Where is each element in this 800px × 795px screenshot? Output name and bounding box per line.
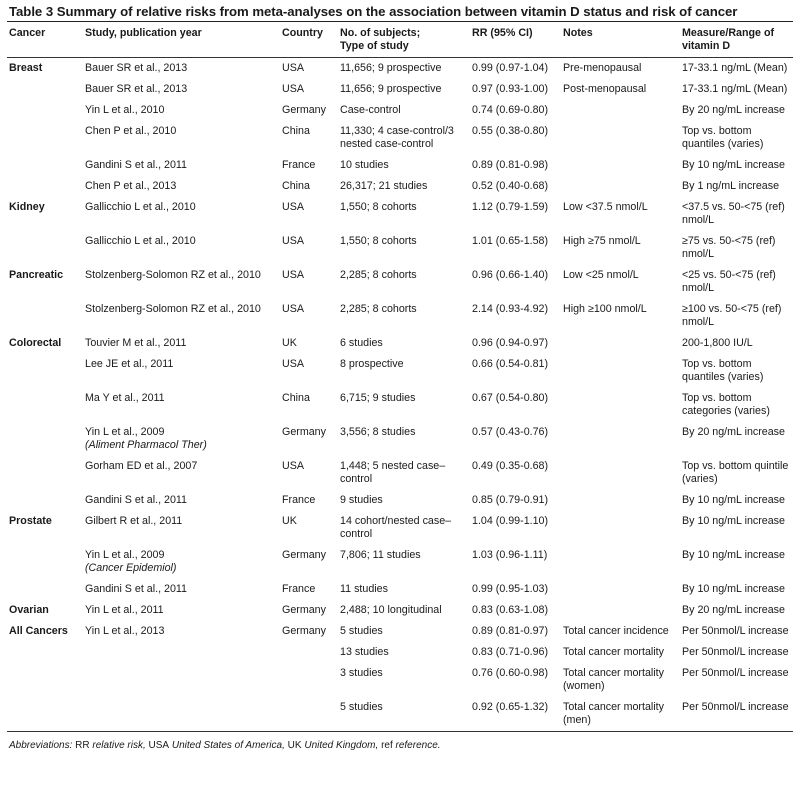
measure-cell: Per 50nmol/L increase	[682, 625, 789, 637]
notes-cell: Pre-menopausal	[563, 62, 642, 74]
cancer-cell: Prostate	[9, 515, 52, 527]
rr-cell: 1.03 (0.96-1.11)	[472, 549, 548, 561]
footnote-def: reference.	[392, 740, 441, 751]
cancer-cell	[7, 176, 85, 197]
rr-cell: 0.76 (0.60-0.98)	[472, 667, 549, 679]
notes-cell	[563, 354, 682, 388]
study-cell: Gandini S et al., 2011	[85, 159, 187, 171]
country-cell: China	[282, 180, 310, 192]
cancer-cell	[7, 579, 85, 600]
table-body	[7, 58, 793, 731]
study-cell: Ma Y et al., 2011	[85, 392, 165, 404]
footnote-def: relative risk,	[89, 740, 149, 751]
notes-cell: Total cancer mortality (men)	[563, 701, 664, 726]
table-row	[7, 79, 793, 100]
study-journal-note: (Aliment Pharmacol Ther)	[85, 439, 207, 451]
table-header	[7, 22, 793, 58]
country-cell: USA	[282, 460, 304, 472]
study-name: Yin L et al., 2009	[85, 549, 165, 561]
subjects-cell: 9 studies	[340, 494, 383, 506]
cancer-cell: Kidney	[9, 201, 45, 213]
measure-cell: Per 50nmol/L increase	[682, 667, 789, 679]
country-cell: USA	[282, 358, 304, 370]
subjects-cell: 1,550; 8 cohorts	[340, 201, 417, 213]
notes-cell	[563, 579, 682, 600]
rr-cell: 0.55 (0.38-0.80)	[472, 125, 549, 137]
cancer-cell	[7, 663, 85, 697]
study-cell: Gilbert R et al., 2011	[85, 515, 183, 527]
notes-cell	[563, 456, 682, 490]
footnote-def: United Kingdom,	[301, 740, 382, 751]
rr-cell: 0.57 (0.43-0.76)	[472, 426, 549, 438]
footnote-abbr: UK	[287, 740, 302, 751]
notes-cell	[563, 490, 682, 511]
table-row	[7, 121, 793, 155]
country-cell: China	[282, 392, 310, 404]
cancer-cell	[7, 422, 85, 456]
measure-cell: 200-1,800 IU/L	[682, 337, 753, 349]
rr-cell: 1.01 (0.65-1.58)	[472, 235, 549, 247]
rr-cell: 0.92 (0.65-1.32)	[472, 701, 549, 713]
cancer-cell: Breast	[9, 62, 43, 74]
rr-cell: 0.74 (0.69-0.80)	[472, 104, 549, 116]
measure-cell: By 10 ng/mL increase	[682, 494, 785, 506]
subjects-cell: 6,715; 9 studies	[340, 392, 416, 404]
country-cell	[282, 642, 340, 663]
subjects-cell: 11,656; 9 prospective	[340, 83, 442, 95]
cancer-cell	[7, 388, 85, 422]
country-cell: USA	[282, 201, 304, 213]
study-cell: Touvier M et al., 2011	[85, 337, 187, 349]
study-name: Yin L et al., 2009	[85, 426, 165, 438]
table-row	[7, 354, 793, 388]
notes-cell	[563, 600, 682, 621]
country-cell: France	[282, 159, 316, 171]
rr-cell: 0.99 (0.97-1.04)	[472, 62, 549, 74]
cancer-cell	[7, 697, 85, 731]
rr-cell: 0.96 (0.66-1.40)	[472, 269, 549, 281]
header-subjects-line1: No. of subjects;	[340, 27, 421, 39]
measure-cell: Top vs. bottom quintile (varies)	[682, 460, 789, 485]
cancer-cell: Colorectal	[9, 337, 62, 349]
header-country: Country	[282, 27, 323, 39]
notes-cell	[563, 545, 682, 579]
footnote-abbr: ref	[381, 740, 393, 751]
subjects-cell: Case-control	[340, 104, 401, 116]
subjects-cell: 3 studies	[340, 667, 383, 679]
footnote-items	[75, 740, 440, 751]
country-cell: Germany	[282, 426, 326, 438]
cancer-cell	[7, 121, 85, 155]
cancer-cell	[7, 155, 85, 176]
country-cell	[282, 663, 340, 697]
table-row	[7, 456, 793, 490]
subjects-cell: 26,317; 21 studies	[340, 180, 428, 192]
subjects-cell: 11,330; 4 case-control/3 nested case-control	[340, 125, 454, 150]
measure-cell: By 10 ng/mL increase	[682, 549, 785, 561]
measure-cell: Top vs. bottom quantiles (varies)	[682, 125, 764, 150]
table-row	[7, 231, 793, 265]
rr-cell: 0.52 (0.40-0.68)	[472, 180, 549, 192]
study-cell: Lee JE et al., 2011	[85, 358, 174, 370]
notes-cell: Low <25 nmol/L	[563, 269, 639, 281]
subjects-cell: 1,448; 5 nested case–control	[340, 460, 446, 485]
measure-cell: Per 50nmol/L increase	[682, 646, 789, 658]
country-cell: UK	[282, 515, 297, 527]
footnote-abbr: USA	[148, 740, 170, 751]
notes-cell: Post-menopausal	[563, 83, 647, 95]
footnote-def: United States of America,	[169, 740, 288, 751]
notes-cell: Low <37.5 nmol/L	[563, 201, 648, 213]
table-row	[7, 197, 793, 231]
country-cell: USA	[282, 303, 304, 315]
subjects-cell: 8 prospective	[340, 358, 404, 370]
rr-cell: 0.83 (0.71-0.96)	[472, 646, 549, 658]
country-cell: UK	[282, 337, 297, 349]
measure-cell: ≥100 vs. 50-<75 (ref) nmol/L	[682, 303, 782, 328]
measure-cell: 17-33.1 ng/mL (Mean)	[682, 83, 788, 95]
subjects-cell: 1,550; 8 cohorts	[340, 235, 417, 247]
header-measure-line2: vitamin D	[682, 40, 731, 52]
cancer-cell	[7, 354, 85, 388]
subjects-cell: 11 studies	[340, 583, 388, 595]
study-cell: Stolzenberg-Solomon RZ et al., 2010	[85, 303, 261, 315]
study-cell: Bauer SR et al., 2013	[85, 62, 188, 74]
rr-cell: 0.85 (0.79-0.91)	[472, 494, 549, 506]
table-row	[7, 388, 793, 422]
notes-cell	[563, 100, 682, 121]
notes-cell: Total cancer mortality (women)	[563, 667, 664, 692]
table-row	[7, 490, 793, 511]
cancer-cell	[7, 490, 85, 511]
cancer-cell: Pancreatic	[9, 269, 64, 281]
notes-cell	[563, 422, 682, 456]
subjects-cell: 13 studies	[340, 646, 389, 658]
study-cell: Gandini S et al., 2011	[85, 583, 187, 595]
study-cell: Chen P et al., 2013	[85, 180, 177, 192]
rr-cell: 0.99 (0.95-1.03)	[472, 583, 549, 595]
country-cell: Germany	[282, 604, 326, 616]
study-cell	[85, 422, 282, 456]
table-row	[7, 58, 793, 79]
table-title: Table 3 Summary of relative risks from meta-analyses on the association between vitamin D status and risk of cancer	[9, 4, 738, 19]
notes-cell: Total cancer mortality	[563, 646, 664, 658]
bottom-rule	[7, 731, 793, 732]
notes-cell	[563, 121, 682, 155]
footnote-abbr: RR	[75, 740, 90, 751]
country-cell: China	[282, 125, 310, 137]
header-subjects-line2: Type of study	[340, 40, 409, 52]
study-cell	[85, 663, 282, 697]
country-cell: France	[282, 583, 316, 595]
country-cell: USA	[282, 269, 304, 281]
cancer-cell	[7, 642, 85, 663]
notes-cell: High ≥100 nmol/L	[563, 303, 647, 315]
study-cell	[85, 697, 282, 731]
table-row	[7, 155, 793, 176]
rr-cell: 0.83 (0.63-1.08)	[472, 604, 549, 616]
measure-cell: By 20 ng/mL increase	[682, 426, 785, 438]
table-row	[7, 100, 793, 121]
study-cell: Chen P et al., 2010	[85, 125, 177, 137]
table-row	[7, 511, 793, 545]
subjects-cell: 10 studies	[340, 159, 389, 171]
rr-cell: 2.14 (0.93-4.92)	[472, 303, 549, 315]
rr-cell: 0.97 (0.93-1.00)	[472, 83, 549, 95]
risk-table	[7, 22, 793, 731]
footnote-label: Abbreviations:	[9, 740, 73, 751]
measure-cell: By 20 ng/mL increase	[682, 104, 785, 116]
country-cell: USA	[282, 62, 304, 74]
country-cell: USA	[282, 235, 304, 247]
country-cell	[282, 697, 340, 731]
header-notes: Notes	[563, 27, 593, 39]
table-row	[7, 176, 793, 197]
table-row	[7, 265, 793, 299]
rr-cell: 0.96 (0.94-0.97)	[472, 337, 549, 349]
measure-cell: ≥75 vs. 50-<75 (ref) nmol/L	[682, 235, 776, 260]
header-study: Study, publication year	[85, 27, 202, 39]
header-measure	[682, 22, 793, 58]
notes-cell: High ≥75 nmol/L	[563, 235, 641, 247]
header-cancer: Cancer	[9, 27, 46, 39]
study-cell: Bauer SR et al., 2013	[85, 83, 188, 95]
rr-cell: 0.89 (0.81-0.98)	[472, 159, 549, 171]
country-cell: Germany	[282, 625, 326, 637]
subjects-cell: 6 studies	[340, 337, 383, 349]
notes-cell	[563, 511, 682, 545]
subjects-cell: 7,806; 11 studies	[340, 549, 421, 561]
header-measure-line1: Measure/Range of	[682, 27, 775, 39]
country-cell: France	[282, 494, 316, 506]
country-cell: USA	[282, 83, 304, 95]
study-cell: Yin L et al., 2013	[85, 625, 165, 637]
study-cell: Stolzenberg-Solomon RZ et al., 2010	[85, 269, 261, 281]
subjects-cell: 11,656; 9 prospective	[340, 62, 442, 74]
rr-cell: 1.04 (0.99-1.10)	[472, 515, 549, 527]
study-cell: Gallicchio L et al., 2010	[85, 201, 196, 213]
rr-cell: 1.12 (0.79-1.59)	[472, 201, 549, 213]
cancer-cell: All Cancers	[9, 625, 68, 637]
rr-cell: 0.49 (0.35-0.68)	[472, 460, 549, 472]
table-row	[7, 545, 793, 579]
subjects-cell: 3,556; 8 studies	[340, 426, 416, 438]
measure-cell: By 10 ng/mL increase	[682, 583, 785, 595]
header-subjects	[340, 22, 472, 58]
measure-cell: <37.5 vs. 50-<75 (ref) nmol/L	[682, 201, 785, 226]
header-rr: RR (95% CI)	[472, 27, 533, 39]
subjects-cell: 2,488; 10 longitudinal	[340, 604, 442, 616]
study-cell: Yin L et al., 2011	[85, 604, 164, 616]
table-row	[7, 621, 793, 642]
cancer-cell	[7, 231, 85, 265]
measure-cell: Per 50nmol/L increase	[682, 701, 789, 713]
notes-cell	[563, 333, 682, 354]
table-row	[7, 579, 793, 600]
notes-cell	[563, 176, 682, 197]
table-row	[7, 422, 793, 456]
study-cell: Gallicchio L et al., 2010	[85, 235, 196, 247]
cancer-cell	[7, 299, 85, 333]
rr-cell: 0.66 (0.54-0.81)	[472, 358, 549, 370]
study-journal-note: (Cancer Epidemiol)	[85, 562, 177, 574]
header-row	[7, 22, 793, 58]
subjects-cell: 5 studies	[340, 701, 383, 713]
table-row	[7, 663, 793, 697]
study-cell: Gorham ED et al., 2007	[85, 460, 198, 472]
table-document	[7, 0, 793, 751]
country-cell: Germany	[282, 549, 326, 561]
notes-cell	[563, 388, 682, 422]
subjects-cell: 2,285; 8 cohorts	[340, 269, 417, 281]
rr-cell: 0.89 (0.81-0.97)	[472, 625, 549, 637]
cancer-cell	[7, 456, 85, 490]
study-cell: Yin L et al., 2010	[85, 104, 165, 116]
cancer-cell	[7, 545, 85, 579]
cancer-cell: Ovarian	[9, 604, 49, 616]
subjects-cell: 5 studies	[340, 625, 383, 637]
measure-cell: Top vs. bottom categories (varies)	[682, 392, 770, 417]
measure-cell: 17-33.1 ng/mL (Mean)	[682, 62, 788, 74]
table-row	[7, 299, 793, 333]
footnote	[9, 740, 793, 751]
subjects-cell: 14 cohort/nested case–control	[340, 515, 452, 540]
cancer-cell	[7, 79, 85, 100]
table-row	[7, 600, 793, 621]
measure-cell: By 20 ng/mL increase	[682, 604, 785, 616]
rr-cell: 0.67 (0.54-0.80)	[472, 392, 549, 404]
study-cell: Gandini S et al., 2011	[85, 494, 187, 506]
measure-cell: By 10 ng/mL increase	[682, 159, 785, 171]
subjects-cell: 2,285; 8 cohorts	[340, 303, 417, 315]
measure-cell: Top vs. bottom quantiles (varies)	[682, 358, 764, 383]
notes-cell	[563, 155, 682, 176]
table-row	[7, 697, 793, 731]
measure-cell: By 10 ng/mL increase	[682, 515, 785, 527]
measure-cell: By 1 ng/mL increase	[682, 180, 780, 192]
table-row	[7, 642, 793, 663]
measure-cell: <25 vs. 50-<75 (ref) nmol/L	[682, 269, 776, 294]
country-cell: Germany	[282, 104, 326, 116]
cancer-cell	[7, 100, 85, 121]
study-cell	[85, 545, 282, 579]
study-cell	[85, 642, 282, 663]
table-row	[7, 333, 793, 354]
notes-cell: Total cancer incidence	[563, 625, 669, 637]
